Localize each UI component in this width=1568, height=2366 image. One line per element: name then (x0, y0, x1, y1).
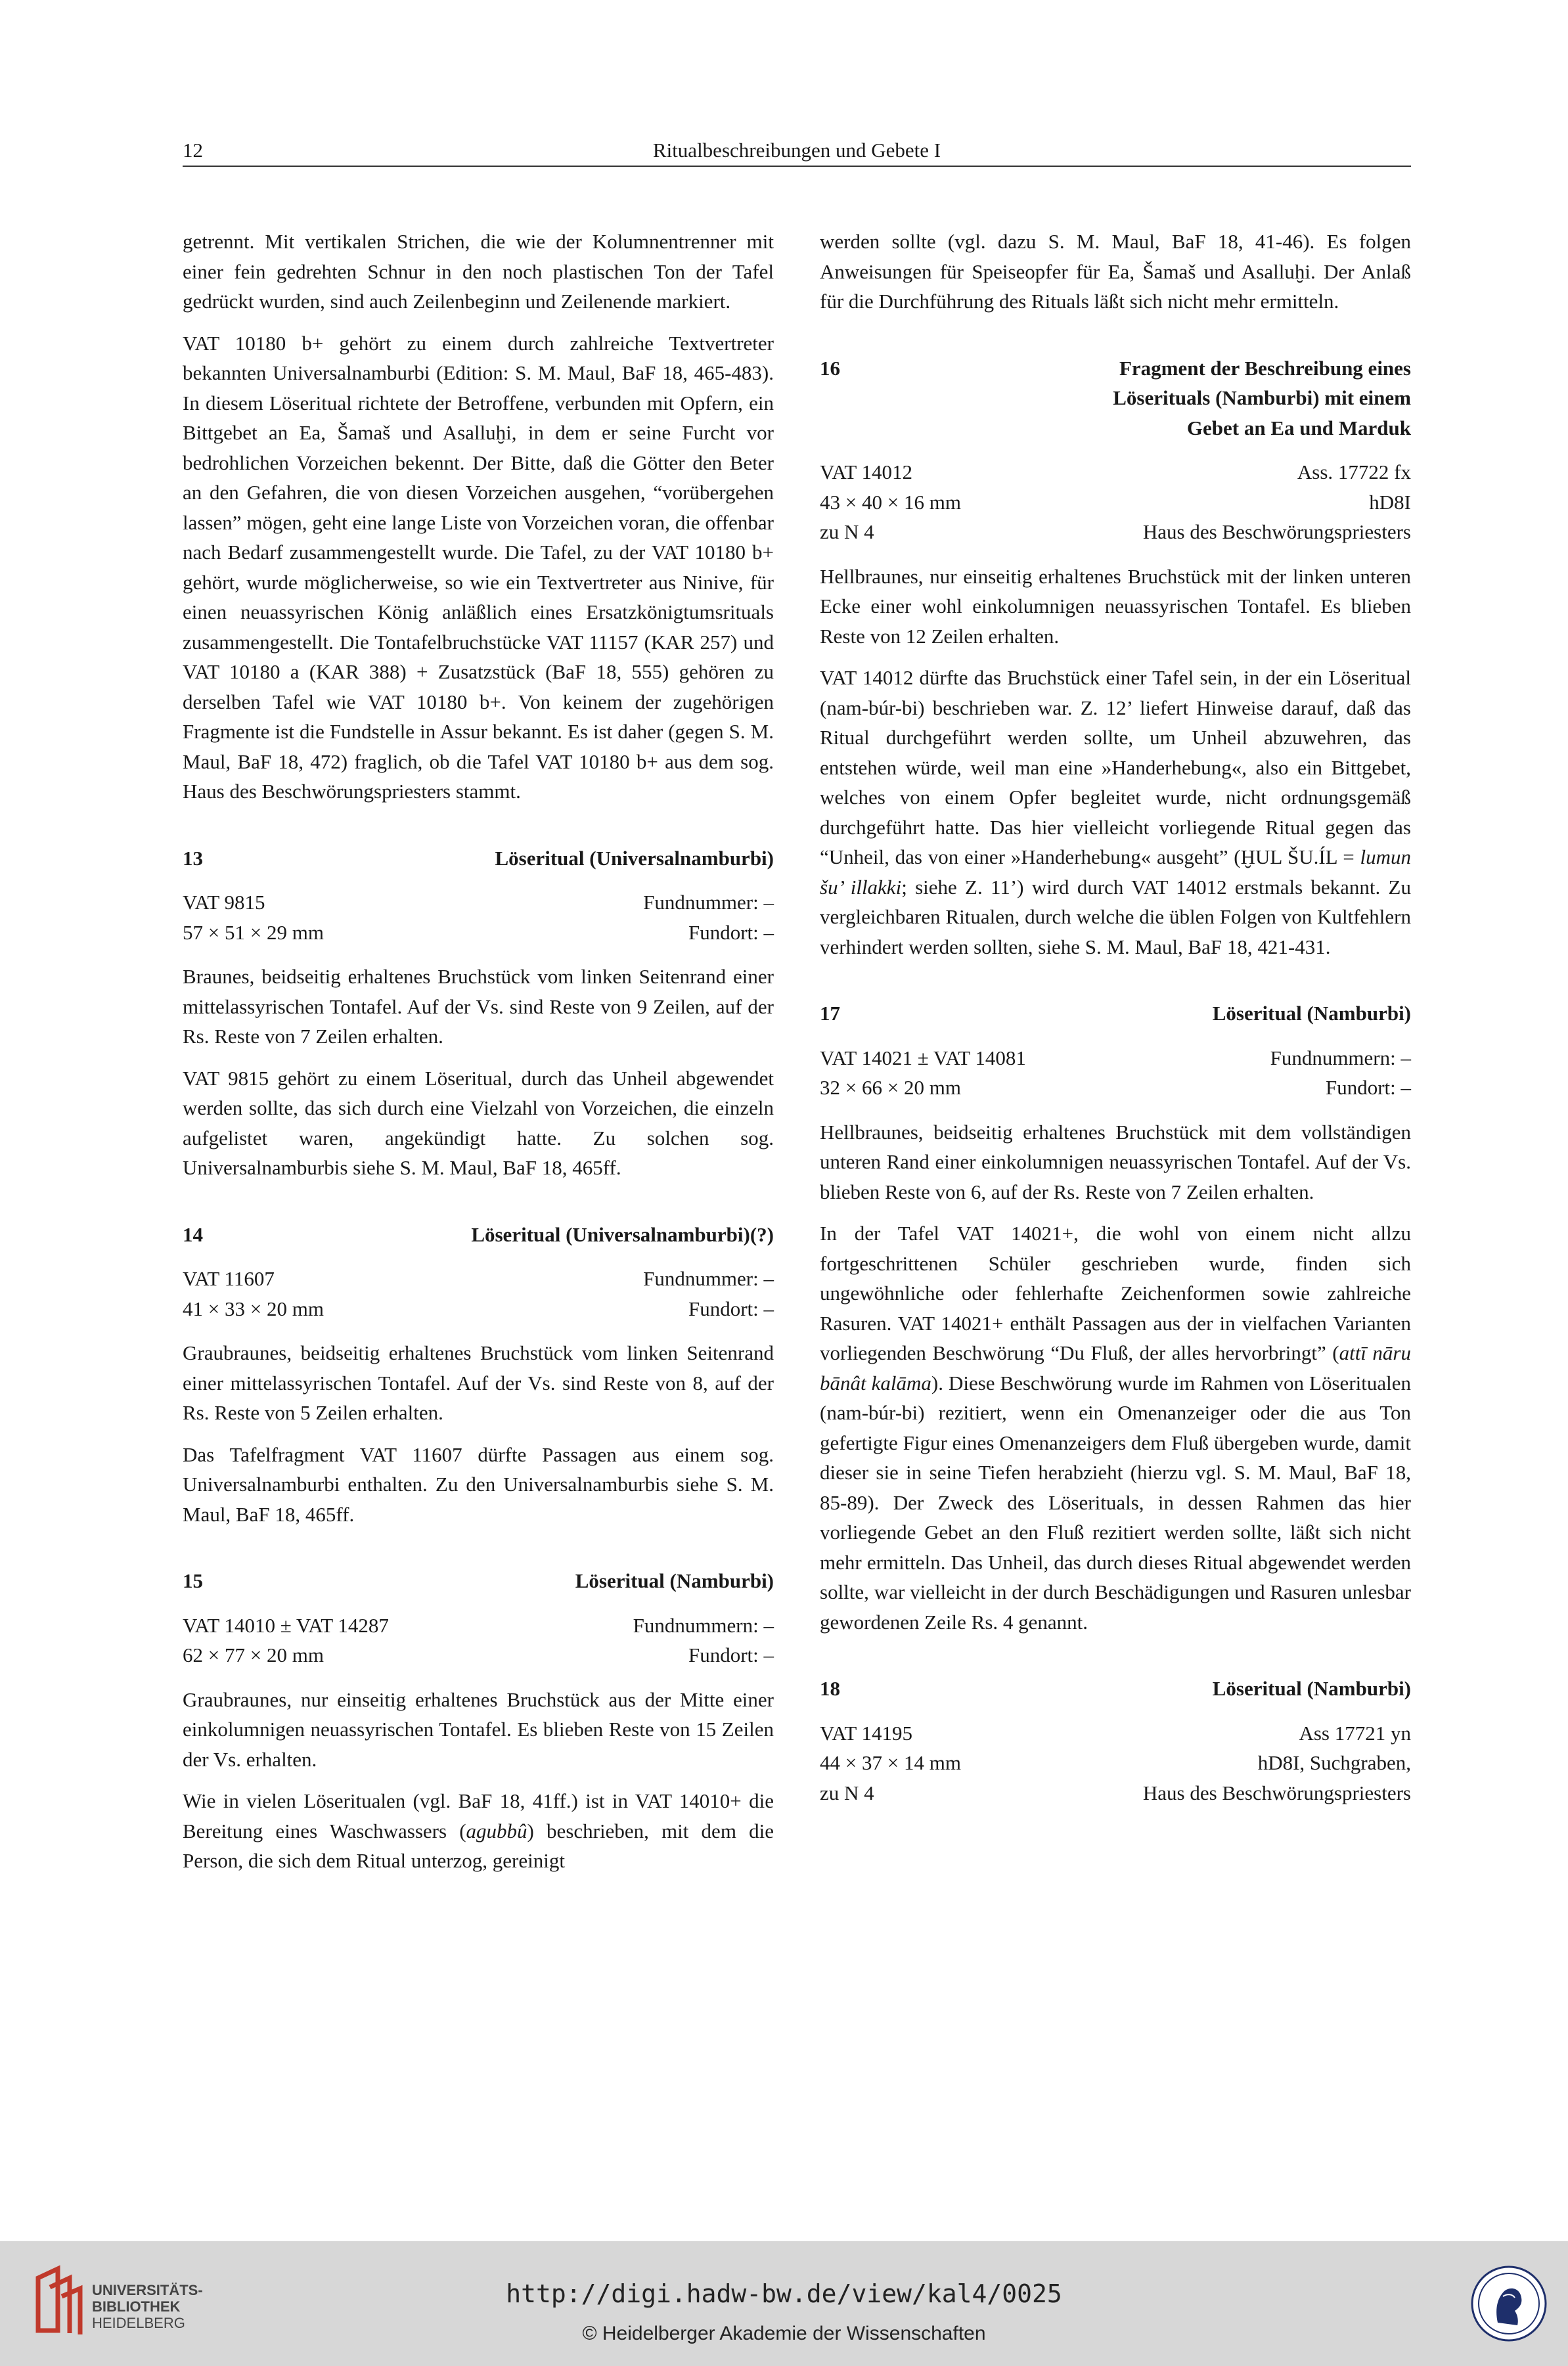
text-run: Wie in vielen Löseritualen (vgl. BaF 18, 41ff.) ist in VAT 14010+ die Bereitung eines Waschwassers ( (183, 1789, 774, 1842)
paragraph: VAT 9815 gehört zu einem Löseritual, durch das Unheil abgewendet werden sollte, das sich durch eine Vielzahl von Vorzeichen, die einzeln aufgelistet waren, angekündigt hatte. Zu solchen sog. Universalnamburbis siehe S. M. Maul, BaF 18, 465ff. (183, 1066, 774, 1179)
object-metadata (820, 457, 1411, 547)
paragraph: Braunes, beidseitig erhaltenes Bruchstück vom linken Seitenrand einer mittelassyrischen Tontafel. Auf der Vs. sind Reste von 9 Zeilen, auf der Rs. Reste von 7 Zeilen erhalten. (183, 965, 774, 1048)
meta-right: Haus des Beschwörungspriesters (1142, 1781, 1411, 1804)
viewer-footer (0, 2241, 1568, 2366)
section-title (1113, 353, 1411, 443)
meta-right: Haus des Beschwörungspriesters (1142, 520, 1411, 543)
italic-term: lumun šu’ illakki (820, 845, 1411, 899)
paragraph: Hellbraunes, beidseitig erhaltenes Bruchstück mit dem vollständigen unteren Rand einer einkolumnigen neuassyrischen Tontafel. Auf der Vs. blieben Reste von 6, auf der Rs. Reste von 7 Zeilen erhalten. (820, 1120, 1411, 1203)
section-heading-14 (183, 1220, 774, 1250)
meta-right: Ass 17721 yn (1299, 1721, 1411, 1745)
academy-seal-icon (1470, 2265, 1548, 2342)
text-run: In der Tafel VAT 14021+, die wohl von einem nicht allzu fortgeschrittenen Schüler geschrieben wurde, finden sich ungewöhnliche oder fehlerhafte Zeichenformen sowie zahlreiche Rasuren. VAT 14021+ enthält Passagen aus der in vielfachen Varianten vorliegenden Beschwörung “Du Fluß, der alles hervorbringt” ( (820, 1222, 1411, 1364)
meta-right: Fundort: – (688, 1297, 774, 1320)
section-title: Löseritual (Namburbi) (1212, 1002, 1411, 1025)
meta-left: 43 × 40 × 16 mm (820, 490, 961, 514)
meta-right: hD8I, Suchgraben, (1257, 1751, 1411, 1774)
page-header (183, 135, 1411, 167)
meta-right: Fundnummer: – (643, 1267, 774, 1290)
meta-right: Fundort: – (688, 1643, 774, 1666)
paragraph: VAT 10180 b+ gehört zu einem durch zahlreiche Textvertreter bekannten Universalnamburbi (Edition: S. M. Maul, BaF 18, 465-483). In diesem Löseritual richtete der Betroffene, verbunden mit Opfern, ein Bittgebet an Ea, Šamaš und Asalluḫi, in dem er seine Furcht vor bedrohlichen Vorzeichen bekennt. Der Bitte, daß die Götter den Beter an den Gefahren, die von diesen Vorzeichen ausgehen, “vorübergehen lassen” mögen, geht eine lange Liste von Vorzeichen voran, die offenbar nach Bedarf zusammengestellt wurde. Die Tafel, zu der VAT 10180 b+ gehört, wurde möglicherweise, so wie ein Textvertreter aus Ninive, für einen neuassyrischen König anläßlich eines Ersatzkönigtumsrituals zusammengestellt. Die Tontafelbruchstücke VAT 11157 (KAR 257) und VAT 10180 a (KAR 388) + Zusatzstück (BaF 18, 555) gehören zu derselben Tafel wie VAT 10180 b+. Von keinem der zugehörigen Fragmente ist die Fundstelle in Assur bekannt. Es ist daher (gegen S. M. Maul, BaF 18, 472) fraglich, ob die Tafel VAT 10180 b+ aus dem sog. Haus des Beschwörungspriesters stammt. (183, 331, 774, 803)
meta-left: VAT 9815 (183, 891, 265, 914)
section-number: 17 (820, 1002, 840, 1025)
section-heading-18 (820, 1674, 1411, 1704)
meta-left: 57 × 51 × 29 mm (183, 920, 324, 944)
meta-left: 44 × 37 × 14 mm (820, 1751, 961, 1774)
section-heading-17 (820, 998, 1411, 1029)
text-run: ). Diese Beschwörung wurde im Rahmen von Löseritualen (nam-búr-bi) rezitiert, wenn ein Omenanzeiger oder die aus Ton gefertigte Figur eines Omenanzeigers dem Fluß übergeben wurde, damit dieser sie in seine Tiefen herabzieht (hierzu vgl. S. M. Maul, BaF 18, 85-89). Der Zweck des Löserituals, in dessen Rahmen das hier vorliegende Gebet an den Fluß rezitiert werden sollte, läßt sich nicht mehr ermitteln. Das Unheil, das durch dieses Ritual abgewendet werden sollte, war vielleicht in der durch Beschädigungen und Rasuren unlesbar gewordenen Zeile Rs. 4 genannt. (820, 1371, 1411, 1634)
left-column (183, 227, 774, 1888)
paragraph (183, 1786, 774, 1876)
paragraph: Graubraunes, nur einseitig erhaltenes Bruchstück aus der Mitte einer einkolumnigen neuassyrischen Tontafel. Es blieben Reste von 15 Zeilen der Vs. erhalten. (183, 1687, 774, 1771)
section-heading-13 (183, 843, 774, 874)
meta-left: zu N 4 (820, 1781, 874, 1804)
paragraph (820, 663, 1411, 962)
section-number: 14 (183, 1222, 203, 1246)
meta-left: VAT 14012 (820, 460, 912, 483)
meta-left: 62 × 77 × 20 mm (183, 1643, 324, 1666)
section-number: 13 (183, 846, 203, 870)
section-number: 15 (183, 1569, 203, 1592)
object-metadata (820, 1043, 1411, 1103)
permalink-url[interactable]: http://digi.hadw-bw.de/view/kal4/0025 (506, 2279, 1062, 2308)
section-title: Löseritual (Namburbi) (575, 1569, 774, 1592)
meta-right: Fundort: – (688, 920, 774, 944)
meta-left: 32 × 66 × 20 mm (820, 1076, 961, 1099)
meta-left: VAT 14010 ± VAT 14287 (183, 1613, 389, 1637)
meta-left: VAT 11607 (183, 1267, 275, 1290)
section-title-line: Gebet an Ea und Marduk (1186, 416, 1411, 439)
meta-right: Fundort: – (1325, 1076, 1411, 1099)
italic-term: attī nāru bānât kalāma (820, 1341, 1411, 1395)
meta-right: hD8I (1369, 490, 1411, 514)
meta-left: 41 × 33 × 20 mm (183, 1297, 324, 1320)
copyright-notice: © Heidelberger Akademie der Wissenschaften (582, 2323, 986, 2344)
paragraph: werden sollte (vgl. dazu S. M. Maul, BaF 18, 41-46). Es folgen Anweisungen für Speiseopfer für Ea, Šamaš und Asalluḫi. Der Anlaß für die Durchführung des Rituals läßt sich nicht mehr ermitteln. (820, 230, 1411, 313)
paragraph: Das Tafelfragment VAT 11607 dürfte Passagen aus einem sog. Universalnamburbi enthalten. Zu den Universalnamburbis siehe S. M. Maul, BaF 18, 465ff. (183, 1442, 774, 1526)
text-run: VAT 14012 dürfte das Bruchstück einer Tafel sein, in der ein Löseritual (nam-búr-bi) beschrieben war. Z. 12’ liefert Hinweise darauf, daß das Ritual durchgeführt werden sollte, um Unheil abzuwehren, das entstehen würde, weil man eine »Handerhebung«, also ein Bittgebet, welches von einem Opfer begleitet wurde, nicht ordnungsgemäß durchgeführt hatte. Das hier vielleicht vorliegende Ritual gegen das “Unheil, das von einer »Handerhebung« ausgeht” (ḪUL ŠU.ÍL = (820, 666, 1411, 868)
meta-right: Fundnummern: – (633, 1613, 774, 1637)
right-column (820, 227, 1411, 1822)
meta-left: VAT 14021 ± VAT 14081 (820, 1046, 1026, 1069)
object-metadata (820, 1718, 1411, 1808)
paragraph: Hellbraunes, nur einseitig erhaltenes Bruchstück mit der linken unteren Ecke einer wohl einkolumnigen neuassyrischen Tontafel. Es blieben Reste von 12 Zeilen erhalten. (820, 564, 1411, 648)
object-metadata (183, 1611, 774, 1670)
paragraph: getrennt. Mit vertikalen Strichen, die wie der Kolumnentrenner mit einer fein gedrehten Schnur in den noch plastischen Ton der Tafel gedrückt wurden, sind auch Zeilenbeginn und Zeilenende markiert. (183, 230, 774, 313)
section-title: Löseritual (Universalnamburbi)(?) (471, 1222, 774, 1246)
section-title: Löseritual (Universalnamburbi) (495, 846, 774, 870)
library-name-line: HEIDELBERG (92, 2315, 185, 2331)
meta-left: zu N 4 (820, 520, 874, 543)
library-name-line: BIBLIOTHEK (92, 2298, 181, 2315)
section-title: Löseritual (Namburbi) (1212, 1677, 1411, 1700)
section-title-line: Löserituals (Namburbi) mit einem (1113, 386, 1411, 409)
meta-right: Ass. 17722 fx (1297, 460, 1411, 483)
section-title-line: Fragment der Beschreibung eines (1119, 356, 1411, 380)
text-run: ; siehe Z. 11’) wird durch VAT 14012 erstmals bekannt. Zu vergleichbaren Ritualen, durch welche die üblen Folgen von Kultfehlern verhindert werden sollten, siehe S. M. Maul, BaF 18, 421-431. (820, 875, 1411, 958)
paragraph: Graubraunes, beidseitig erhaltenes Bruchstück vom linken Seitenrand einer mittelassyrischen Tontafel. Auf der Vs. sind Reste von 8, auf der Rs. Reste von 5 Zeilen erhalten. (183, 1341, 774, 1424)
section-heading-15 (183, 1566, 774, 1596)
section-number: 16 (820, 356, 840, 380)
page-number: 12 (183, 139, 203, 162)
object-metadata (183, 887, 774, 947)
paragraph (820, 1218, 1411, 1637)
library-name-line: UNIVERSITÄTS- (92, 2282, 203, 2298)
italic-term: agubbû (466, 1819, 527, 1842)
running-title: Ritualbeschreibungen und Gebete I (652, 139, 941, 162)
text-run: ) beschrieben, mit dem die Person, die sich dem Ritual unterzog, gereinigt (183, 1819, 774, 1872)
section-heading-16 (820, 353, 1411, 443)
section-number: 18 (820, 1677, 840, 1700)
meta-right: Fundnummern: – (1270, 1046, 1411, 1069)
object-metadata (183, 1264, 774, 1324)
meta-right: Fundnummer: – (643, 891, 774, 914)
meta-left: VAT 14195 (820, 1721, 912, 1745)
